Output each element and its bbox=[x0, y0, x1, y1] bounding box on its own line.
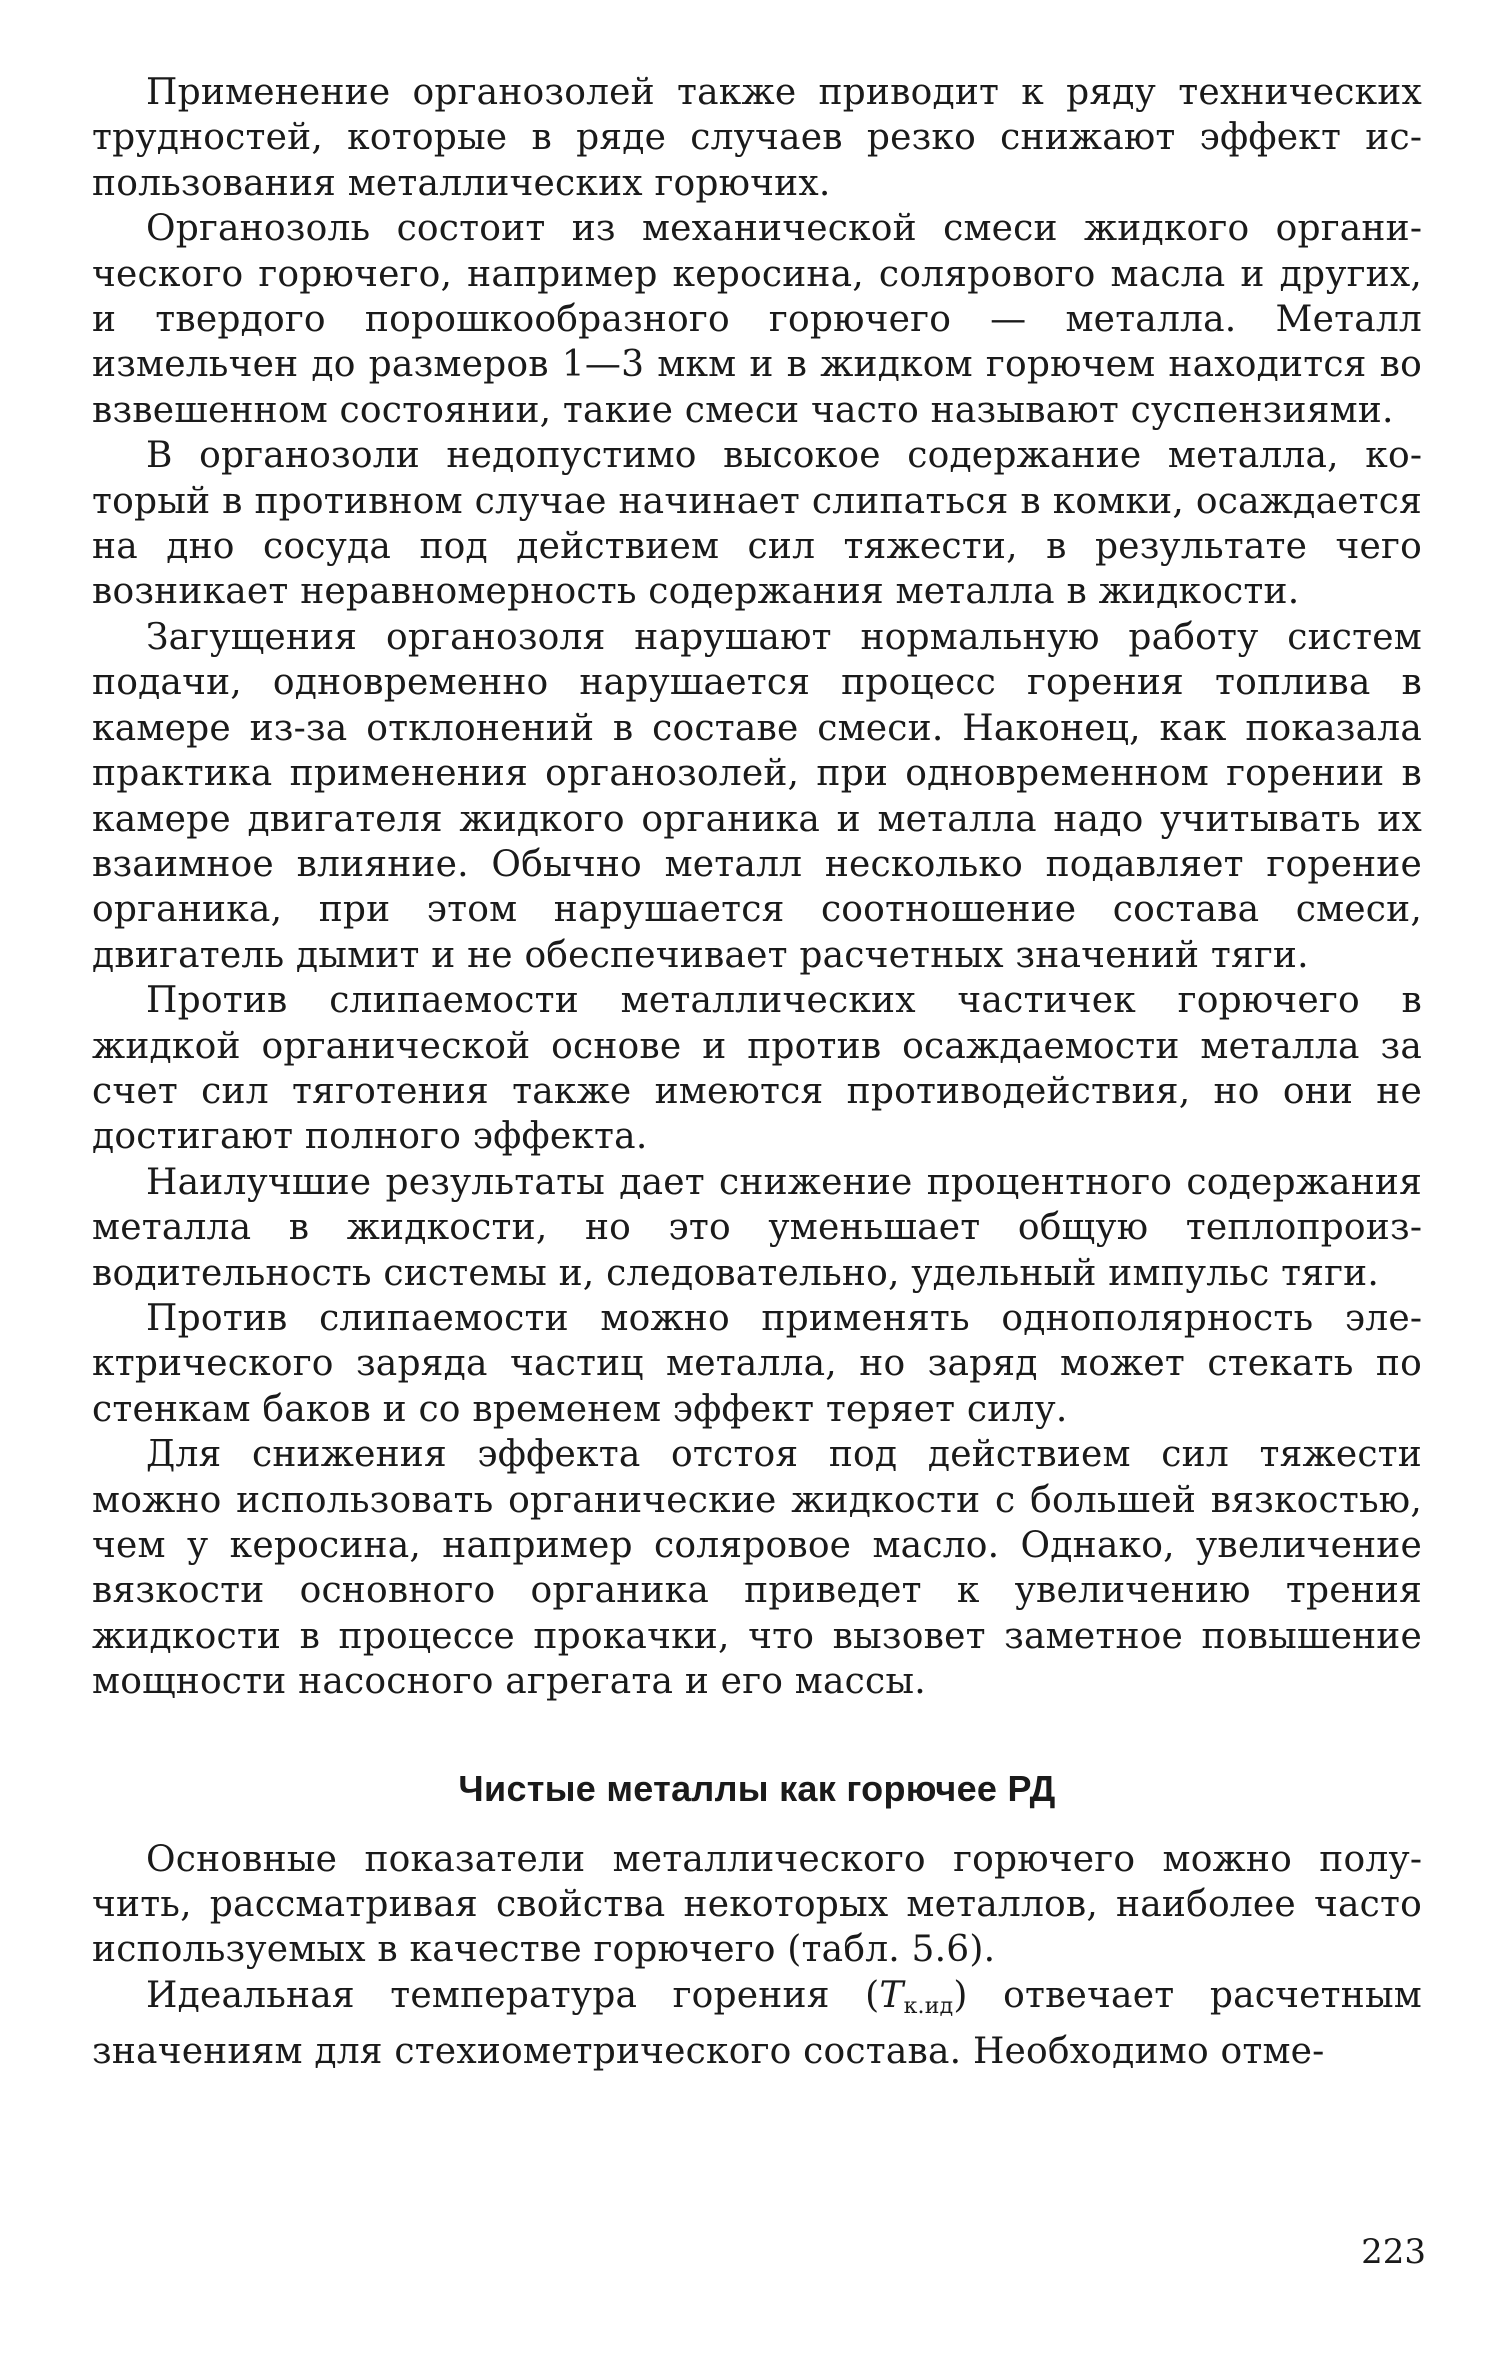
paragraph-10 bbox=[92, 1973, 1422, 2075]
paragraph-9: Основные показатели металлического горючего можно получить, рассматривая свойства некоторых металлов, наиболее часто используемых в качестве горючего (табл. 5.6). bbox=[92, 1838, 1422, 1971]
temperature-symbol: T bbox=[879, 1974, 904, 2016]
paragraph-10-before: Идеальная температура горения ( bbox=[146, 1974, 880, 2016]
page-number: 223 bbox=[1361, 2232, 1426, 2272]
temperature-subscript: к.ид bbox=[903, 1993, 954, 2019]
paragraph-3: В органозоли недопустимо высокое содержание металла, который в противном случае начинает слипаться в комки, осаждается на дно сосуда под действием сил тяжести, в результате чего возникает неравномерность содержания металла в жидкости. bbox=[92, 435, 1422, 613]
paragraph-10-after: ) отвечает расчетным значениям для стехиометрического состава. Необходимо отме- bbox=[92, 1974, 1422, 2073]
paragraph-8: Для снижения эффекта отстоя под действием сил тяжести можно использовать органические жидкости с большей вязкостью, чем у керосина, например соляровое масло. Однако, увеличение вязкости основного органика приведет к увеличению трения жидкости в процессе прокачки, что вызовет заметное повышение мощности насосного агрегата и его массы. bbox=[92, 1434, 1422, 1703]
paragraph-2: Органозоль состоит из механической смеси жидкого органического горючего, например керосина, солярового масла и других, и твердого порошкообразного горючего — металла. Металл измельчен до размеров 1—3 мкм и в жидком горючем находится во взвешенном состоянии, такие смеси часто называют суспензиями. bbox=[92, 208, 1422, 431]
paragraph-4: Загущения органозоля нарушают нормальную работу систем подачи, одновременно нарушается процесс горения топлива в камере из-за отклонений в составе смеси. Наконец, как показала практика применения органозолей, при одновременном горении в камере двигателя жидкого органика и металла надо учитывать их взаимное влияние. Обычно металл несколько подавляет горение органика, при этом нарушается соотношение состава смеси, двигатель дымит и не обеспечивает расчетных значений тяги. bbox=[92, 616, 1422, 976]
paragraph-5: Против слипаемости металлических частичек горючего в жидкой органической основе и против осаждаемости металла за счет сил тяготения также имеются противодействия, но они не достигают полного эффекта. bbox=[92, 980, 1422, 1158]
paragraph-1: Применение органозолей также приводит к ряду технических трудностей, которые в ряде случаев резко снижают эффект использования металлических горючих. bbox=[92, 72, 1422, 204]
paragraph-7: Против слипаемости можно применять однополярность электрического заряда частиц металла, но заряд может стекать по стенкам баков и со временем эффект теряет силу. bbox=[92, 1297, 1422, 1430]
paragraph-6: Наилучшие результаты дает снижение процентного содержания металла в жидкости, но это уменьшает общую теплопроизводительность системы и, следовательно, удельный импульс тяги. bbox=[92, 1161, 1422, 1294]
section-heading: Чистые металлы как горючее РД bbox=[458, 1767, 1056, 1809]
page-body bbox=[92, 70, 1422, 2075]
